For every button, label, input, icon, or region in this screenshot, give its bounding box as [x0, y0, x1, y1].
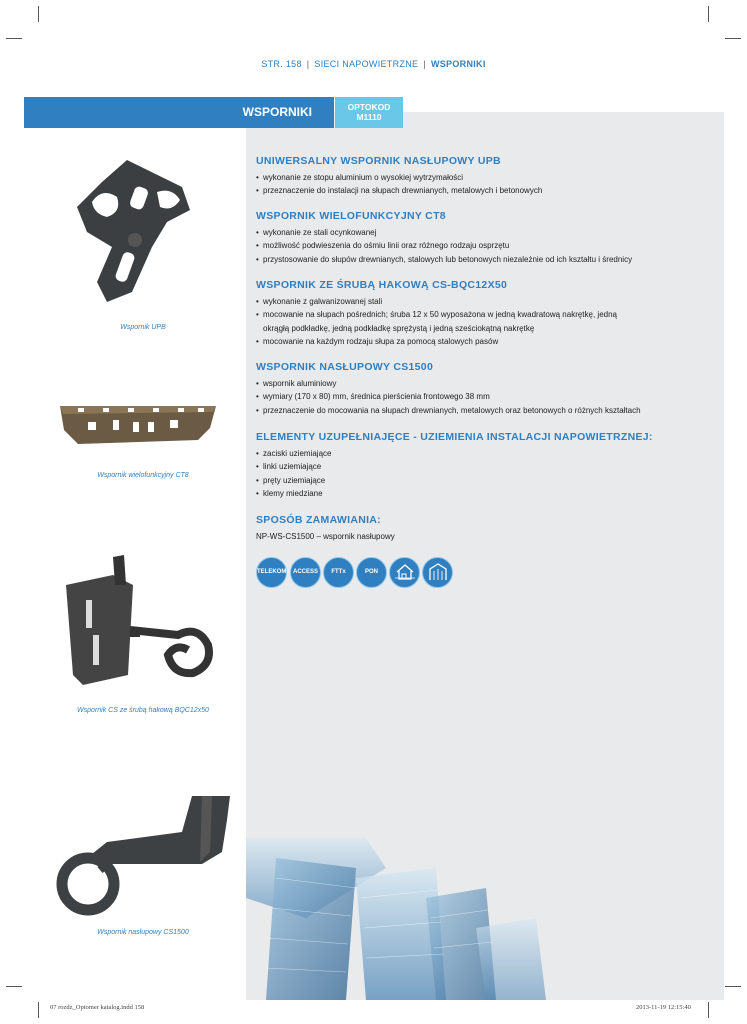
bullet-list [256, 447, 716, 501]
footer-date: 2013-11-19 12:15:40 [636, 1004, 691, 1011]
optokod-code: M1110 [356, 112, 382, 122]
building-network-icon [422, 557, 453, 588]
subsection-name: WSPORNIKI [430, 59, 486, 69]
application-tags [256, 557, 476, 589]
optokod-label: OPTOKOD [347, 102, 391, 112]
list-item: • wykonanie z galwanizowanej stali [256, 295, 641, 308]
list-item: • wymiary (170 x 80) mm, średnica pierścienia frontowego 38 mm [256, 390, 716, 403]
crop-mark [6, 986, 22, 987]
section-cs1500 [256, 361, 716, 417]
section-cs-bqc [256, 279, 716, 349]
list-item: • wspornik aluminiowy [256, 377, 716, 390]
bullet-list [256, 171, 716, 198]
list-item: • mocowanie na słupach pośrednich; śruba 12 x 50 wyposażona w jedną kwadratową nakrętkę, jedną okrągłą podkładkę, jedną podkładkę sprężystą i jedną sześciokątną nakrętkę [256, 308, 641, 335]
section-heading: WSPORNIK NASŁUPOWY CS1500 [256, 361, 434, 373]
section-name: SIECI NAPOWIETRZNE [314, 59, 419, 69]
house-network-icon [389, 557, 420, 588]
list-item: • pręty uziemiające [256, 474, 716, 487]
list-item: • przystosowanie do słupów drewnianych, stalowych lub betonowych niezależnie od ich kształtu i średnicy [256, 253, 716, 266]
section-heading: UNIWERSALNY WSPORNIK NASŁUPOWY UPB [256, 155, 501, 167]
bullet-list [256, 295, 641, 349]
order-code: NP-WS-CS1500 – wspornik nasłupowy [256, 532, 395, 541]
upb-bracket-image [72, 152, 202, 312]
page-number: STR. 158 [261, 59, 302, 69]
crop-mark [725, 986, 741, 987]
title-bar [24, 97, 334, 128]
caption-upb: Wspornik UPB [120, 324, 166, 331]
crop-mark [708, 6, 709, 22]
section-order [256, 514, 716, 541]
bullet-list [256, 377, 716, 417]
crop-mark [38, 1002, 39, 1018]
list-item: • przeznaczenie do instalacji na słupach drewnianych, metalowych i betonowych [256, 184, 716, 197]
section-heading: ELEMENTY UZUPEŁNIAJĘCE - UZIEMIENIA INSTALACJI NAPOWIETRZNEJ: [256, 431, 653, 443]
list-item: • przeznaczenie do mocowania na słupach drewnianych, metalowych oraz betonowych o różnych kształtach [256, 404, 716, 417]
decorative-buildings-image [246, 838, 724, 1000]
optokod-badge [335, 97, 403, 128]
cs1500-bracket-image [52, 792, 232, 917]
caption-ct8: Wspornik wielofunkcyjny CT8 [97, 472, 189, 479]
page-title: WSPORNIKI [242, 105, 312, 119]
list-item: • możliwość podwieszenia do ośmiu linii oraz różnego rodzaju osprzętu [256, 239, 716, 252]
footer-file: 07 rozdz_Optomer katalog.indd 158 [50, 1004, 145, 1011]
section-grounding [256, 431, 716, 501]
list-item: • mocowanie na każdym rodzaju słupa za pomocą stalowych pasów [256, 335, 641, 348]
section-upb [256, 155, 716, 198]
ct8-bracket-image [58, 400, 218, 456]
list-item: • zaciski uziemiające [256, 447, 716, 460]
list-item: • wykonanie ze stali ocynkowanej [256, 226, 716, 239]
list-item: • klemy miedziane [256, 487, 716, 500]
tag-pon: PON [356, 557, 387, 588]
cs-hook-bracket-image [58, 555, 228, 695]
section-heading: SPOSÓB ZAMAWIANIA: [256, 514, 381, 526]
section-heading: WSPORNIK WIELOFUNKCYJNY CT8 [256, 210, 446, 222]
caption-cs-hook: Wspornik CS ze śrubą hakową BQC12x50 [77, 707, 209, 714]
tag-access: ACCESS [290, 557, 321, 588]
section-heading: WSPORNIK ZE ŚRUBĄ HAKOWĄ CS-BQC12X50 [256, 279, 508, 291]
tag-telekom: TELEKOM [256, 557, 287, 588]
bullet-list [256, 226, 716, 266]
list-item: • linki uziemiające [256, 460, 716, 473]
crop-mark [6, 38, 22, 39]
running-header: STR. 158 | SIECI NAPOWIETRZNE | WSPORNIKI [261, 59, 486, 69]
tag-fttx: FTTx [323, 557, 354, 588]
caption-cs1500: Wspornik nasłupowy CS1500 [97, 929, 189, 936]
list-item: • wykonanie ze stopu aluminium o wysokiej wytrzymałości [256, 171, 716, 184]
crop-mark [708, 1002, 709, 1018]
crop-mark [38, 6, 39, 22]
crop-mark [725, 38, 741, 39]
section-ct8 [256, 210, 716, 266]
